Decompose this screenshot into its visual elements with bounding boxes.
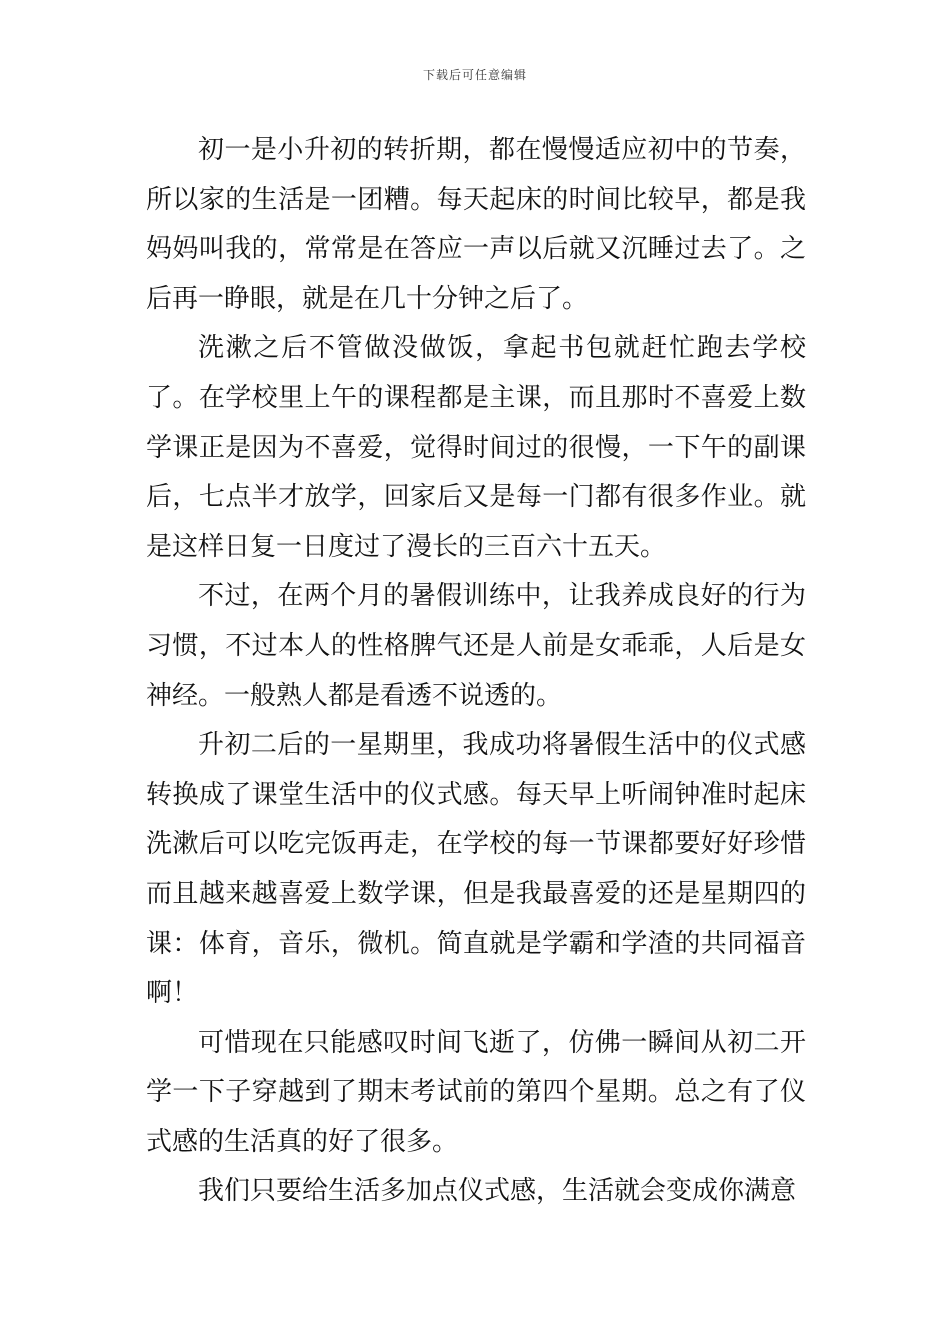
paragraph-3: 不过，在两个月的暑假训练中，让我养成良好的行为习惯，不过本人的性格脾气还是人前是女乖乖，人后是女神经。一般熟人都是看透不说透的。	[146, 581, 806, 711]
paragraph-6: 我们只要给生活多加点仪式感，生活就会变成你满意	[198, 1176, 797, 1207]
paragraph-1: 初一是小升初的转折期，都在慢慢适应初中的节奏，所以家的生活是一团糟。每天起床的时间比较早，都是我妈妈叫我的，常常是在答应一声以后就又沉睡过去了。之后再一睁眼，就是在几十分钟之后了。	[146, 135, 806, 314]
paragraph-2: 洗漱之后不管做没做饭，拿起书包就赶忙跑去学校了。在学校里上午的课程都是主课，而且那时不喜爱上数学课正是因为不喜爱，觉得时间过的很慢，一下午的副课后，七点半才放学，回家后又是每一门都有很多作业。就是这样日复一日度过了漫长的三百六十五天。	[146, 333, 806, 562]
header-note: 下载后可任意编辑	[422, 68, 527, 82]
paragraph-5: 可惜现在只能感叹时间飞逝了，仿佛一瞬间从初二开学一下子穿越到了期末考试前的第四个星期。总之有了仪式感的生活真的好了很多。	[146, 1027, 806, 1157]
paragraph-4: 升初二后的一星期里，我成功将暑假生活中的仪式感转换成了课堂生活中的仪式感。每天早上听闹钟准时起床洗漱后可以吃完饭再走，在学校的每一节课都要好好珍惜而且越来越喜爱上数学课，但是我最喜爱的还是星期四的课：体育，音乐，微机。简直就是学霸和学渣的共同福音啊！	[146, 730, 806, 1009]
document-body	[146, 126, 806, 1217]
